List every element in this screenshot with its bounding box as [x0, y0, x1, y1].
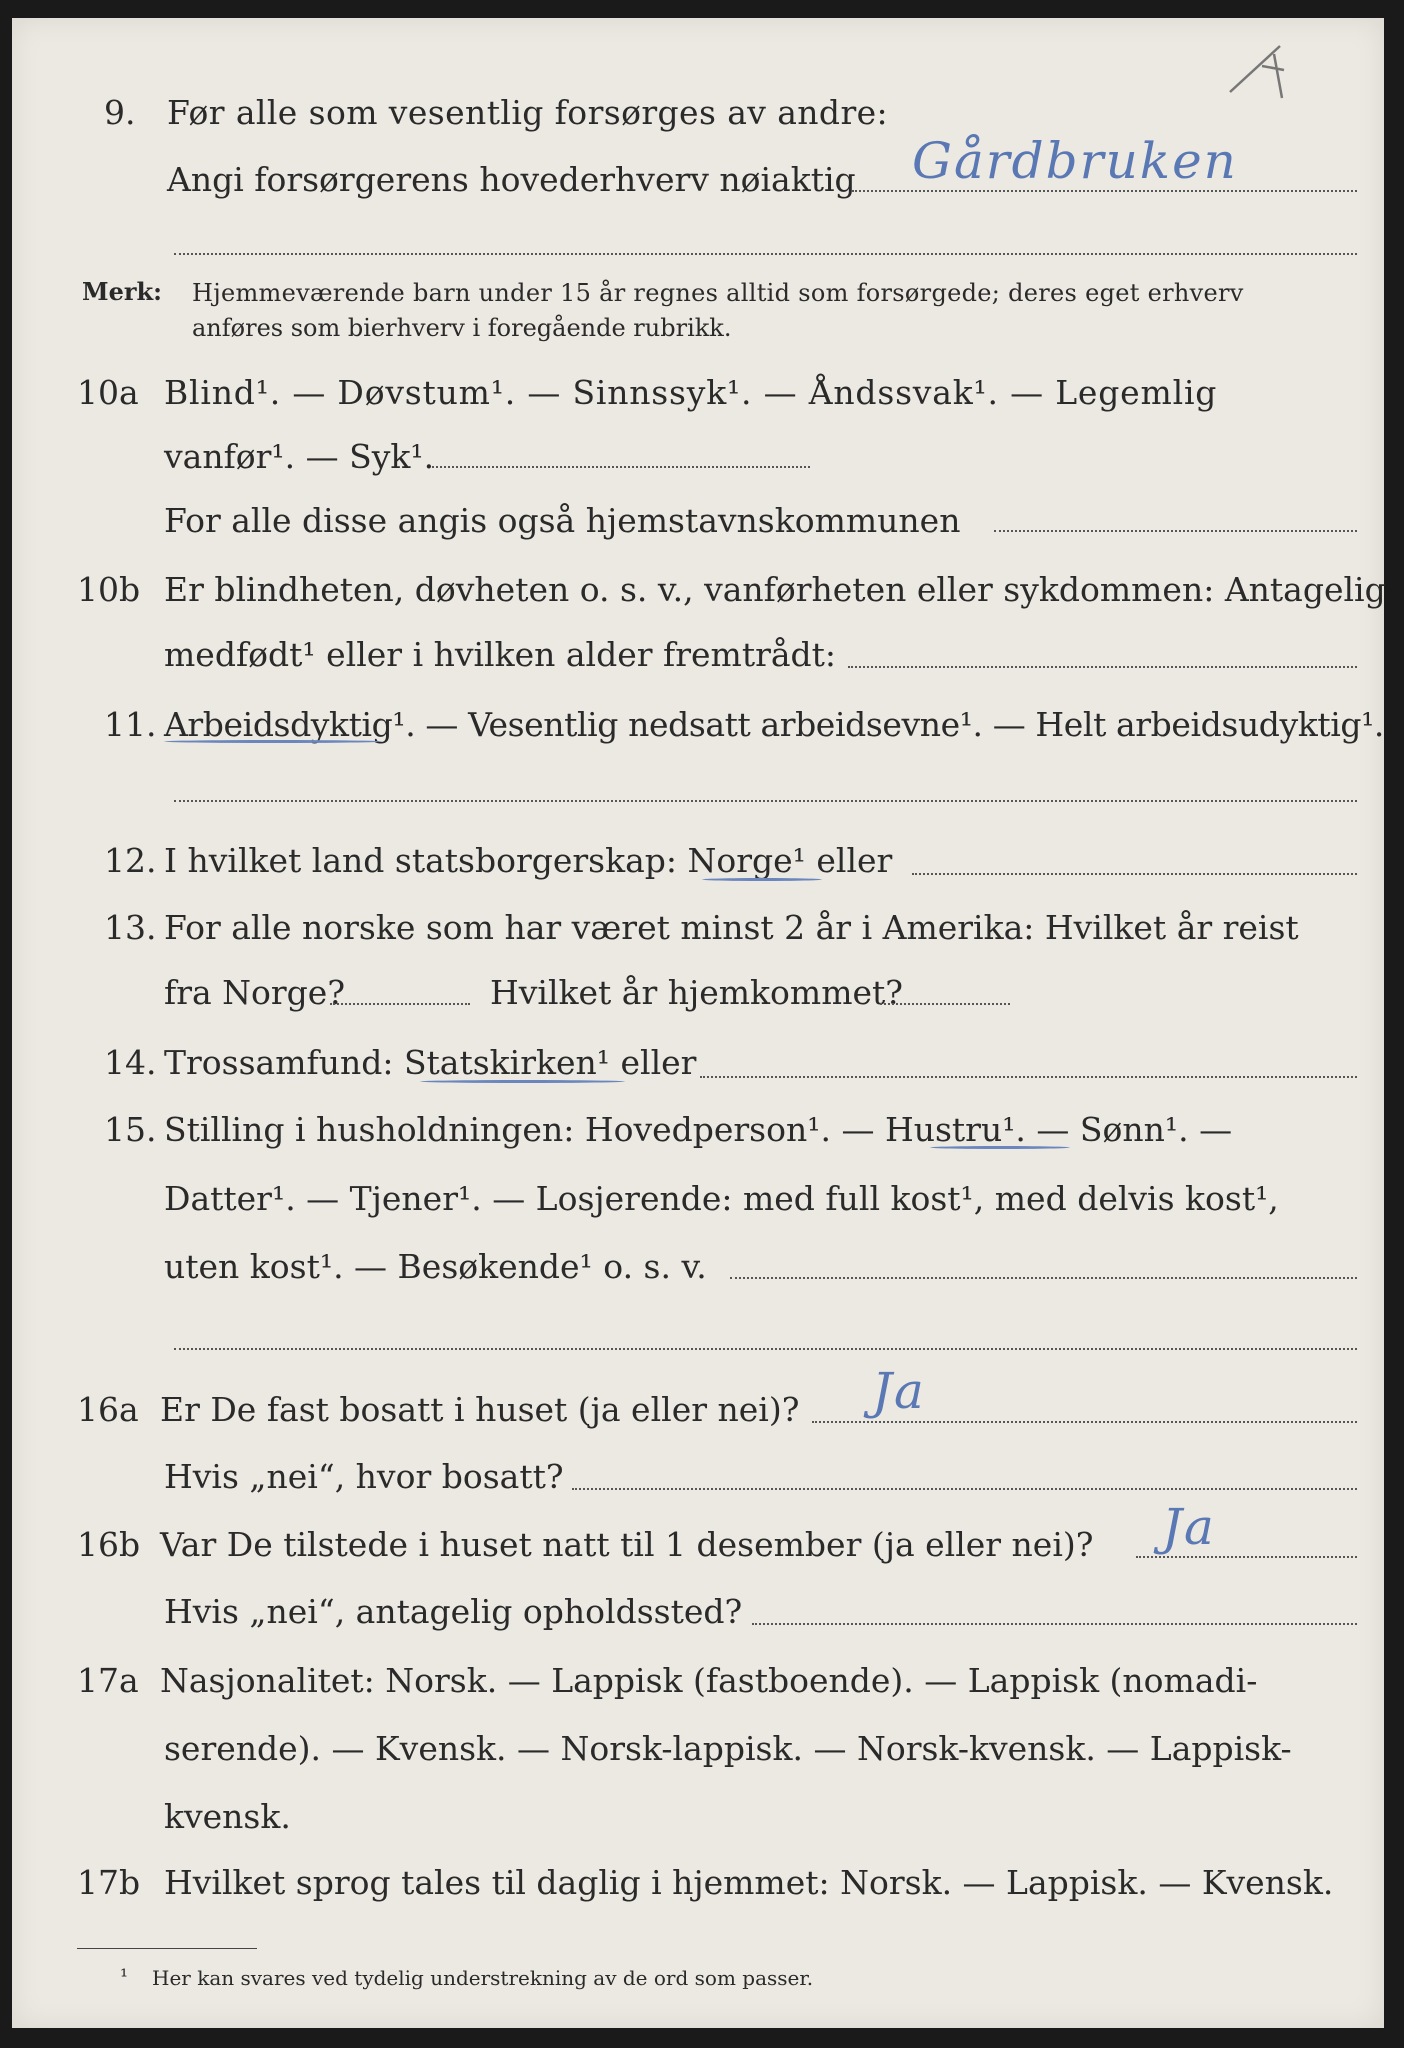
- q10b-line1: Er blindheten, døvheten o. s. v., vanførheten eller sykdommen: Antagelig: [164, 570, 1386, 609]
- q14-underline-statskirken: [420, 1080, 625, 1083]
- q15-underline-hustru: [930, 1146, 1070, 1149]
- q13-line2a: fra Norge?: [164, 973, 346, 1012]
- q16b-number: 16b: [77, 1525, 141, 1564]
- q16b-handwritten-answer: Ja: [1162, 1498, 1216, 1556]
- q16b-line1: Var De tilstede i huset natt til 1 desember (ja eller nei)?: [160, 1525, 1094, 1564]
- q14-text: Trossamfund: Statskirken¹ eller: [164, 1043, 697, 1082]
- q12-answer-line: [912, 873, 1357, 875]
- q16a-number: 16a: [77, 1390, 139, 1429]
- q9-answer-line: [852, 190, 1357, 192]
- q17b-number: 17b: [77, 1863, 141, 1902]
- q10b-line2: medfødt¹ eller i hvilken alder fremtrådt:: [164, 635, 837, 674]
- q10a-line2: vanfør¹. — Syk¹.: [164, 437, 435, 476]
- q13-line1: For alle norske som har været minst 2 år i Amerika: Hvilket år reist: [164, 908, 1299, 947]
- q17a-line1: Nasjonalitet: Norsk. — Lappisk (fastboende). — Lappisk (nomadi-: [160, 1661, 1258, 1700]
- q17a-number: 17a: [77, 1661, 139, 1700]
- q15-number: 15.: [104, 1110, 157, 1149]
- q13-line2b: Hvilket år hjemkommet?: [490, 973, 903, 1012]
- q9-handwritten-answer: Gårdbruken: [912, 132, 1238, 190]
- q10b-number: 10b: [77, 570, 141, 609]
- q12-underline-norge: [702, 878, 822, 881]
- q9-number: 9.: [104, 93, 136, 132]
- merk-line2: anføres som bierhverv i foregående rubrikk.: [192, 314, 732, 342]
- q15-line1: Stilling i husholdningen: Hovedperson¹. — Hustru¹. — Sønn¹. —: [164, 1110, 1233, 1149]
- q12-text: I hvilket land statsborgerskap: Norge¹ eller: [164, 841, 893, 880]
- footnote-marker: ¹: [120, 1964, 129, 1988]
- q17a-line3: kvensk.: [164, 1797, 291, 1836]
- q15-line3-fill: [730, 1277, 1357, 1279]
- merk-label: Merk:: [82, 277, 162, 306]
- q15-continuation-line: [174, 1348, 1357, 1350]
- q11-text: Arbeidsdyktig¹. — Vesentlig nedsatt arbeidsevne¹. — Helt arbeidsudyktig¹.: [164, 705, 1385, 744]
- page-number-mark: [1222, 40, 1312, 110]
- q16a-answer-line: [812, 1421, 1357, 1423]
- q10a-number: 10a: [77, 373, 139, 412]
- q13-number: 13.: [104, 908, 157, 947]
- q16a-line1: Er De fast bosatt i huset (ja eller nei)?: [160, 1390, 800, 1429]
- q16b-answer-line: [1136, 1556, 1357, 1558]
- q11-number: 11.: [104, 705, 157, 744]
- q11-continuation-line: [174, 800, 1357, 802]
- q14-number: 14.: [104, 1043, 157, 1082]
- q13-year-returned-line: [880, 1003, 1010, 1005]
- q10a-line2-fill: [432, 466, 810, 468]
- q12-number: 12.: [104, 841, 157, 880]
- census-form-page: [12, 18, 1384, 2028]
- q16b-line2-fill: [752, 1623, 1357, 1625]
- q17b-text: Hvilket sprog tales til daglig i hjemmet: Norsk. — Lappisk. — Kvensk.: [164, 1863, 1334, 1902]
- q9-line2: Angi forsørgerens hovederhverv nøiaktig: [167, 160, 856, 199]
- q16a-handwritten-answer: Ja: [872, 1362, 926, 1420]
- q16a-line2-fill: [572, 1488, 1357, 1490]
- merk-line1: Hjemmeværende barn under 15 år regnes alltid som forsørgede; deres eget erhverv: [192, 279, 1244, 307]
- q10a-line1: Blind¹. — Døvstum¹. — Sinnssyk¹. — Åndssvak¹. — Legemlig: [164, 373, 1218, 412]
- q13-year-left-line: [330, 1003, 470, 1005]
- q15-line2: Datter¹. — Tjener¹. — Losjerende: med full kost¹, med delvis kost¹,: [164, 1179, 1279, 1218]
- q16b-line2: Hvis „nei“, antagelig opholdssted?: [164, 1592, 743, 1631]
- q9-line1: Før alle som vesentlig forsørges av andre:: [167, 93, 889, 132]
- q16a-line2: Hvis „nei“, hvor bosatt?: [164, 1457, 564, 1496]
- q9-continuation-line: [174, 253, 1357, 255]
- q15-line3: uten kost¹. — Besøkende¹ o. s. v.: [164, 1247, 707, 1286]
- q11-underline-arbeidsdyktig: [164, 740, 382, 743]
- q10a-line3: For alle disse angis også hjemstavnskommunen: [164, 501, 961, 540]
- q10a-line3-fill: [994, 530, 1357, 532]
- footnote-text: Her kan svares ved tydelig understrekning av de ord som passer.: [152, 1966, 814, 1990]
- q14-answer-line: [700, 1076, 1357, 1078]
- q17a-line2: serende). — Kvensk. — Norsk-lappisk. — Norsk-kvensk. — Lappisk-: [164, 1729, 1292, 1768]
- q10b-answer-line: [848, 666, 1357, 668]
- footnote-rule: [77, 1948, 257, 1949]
